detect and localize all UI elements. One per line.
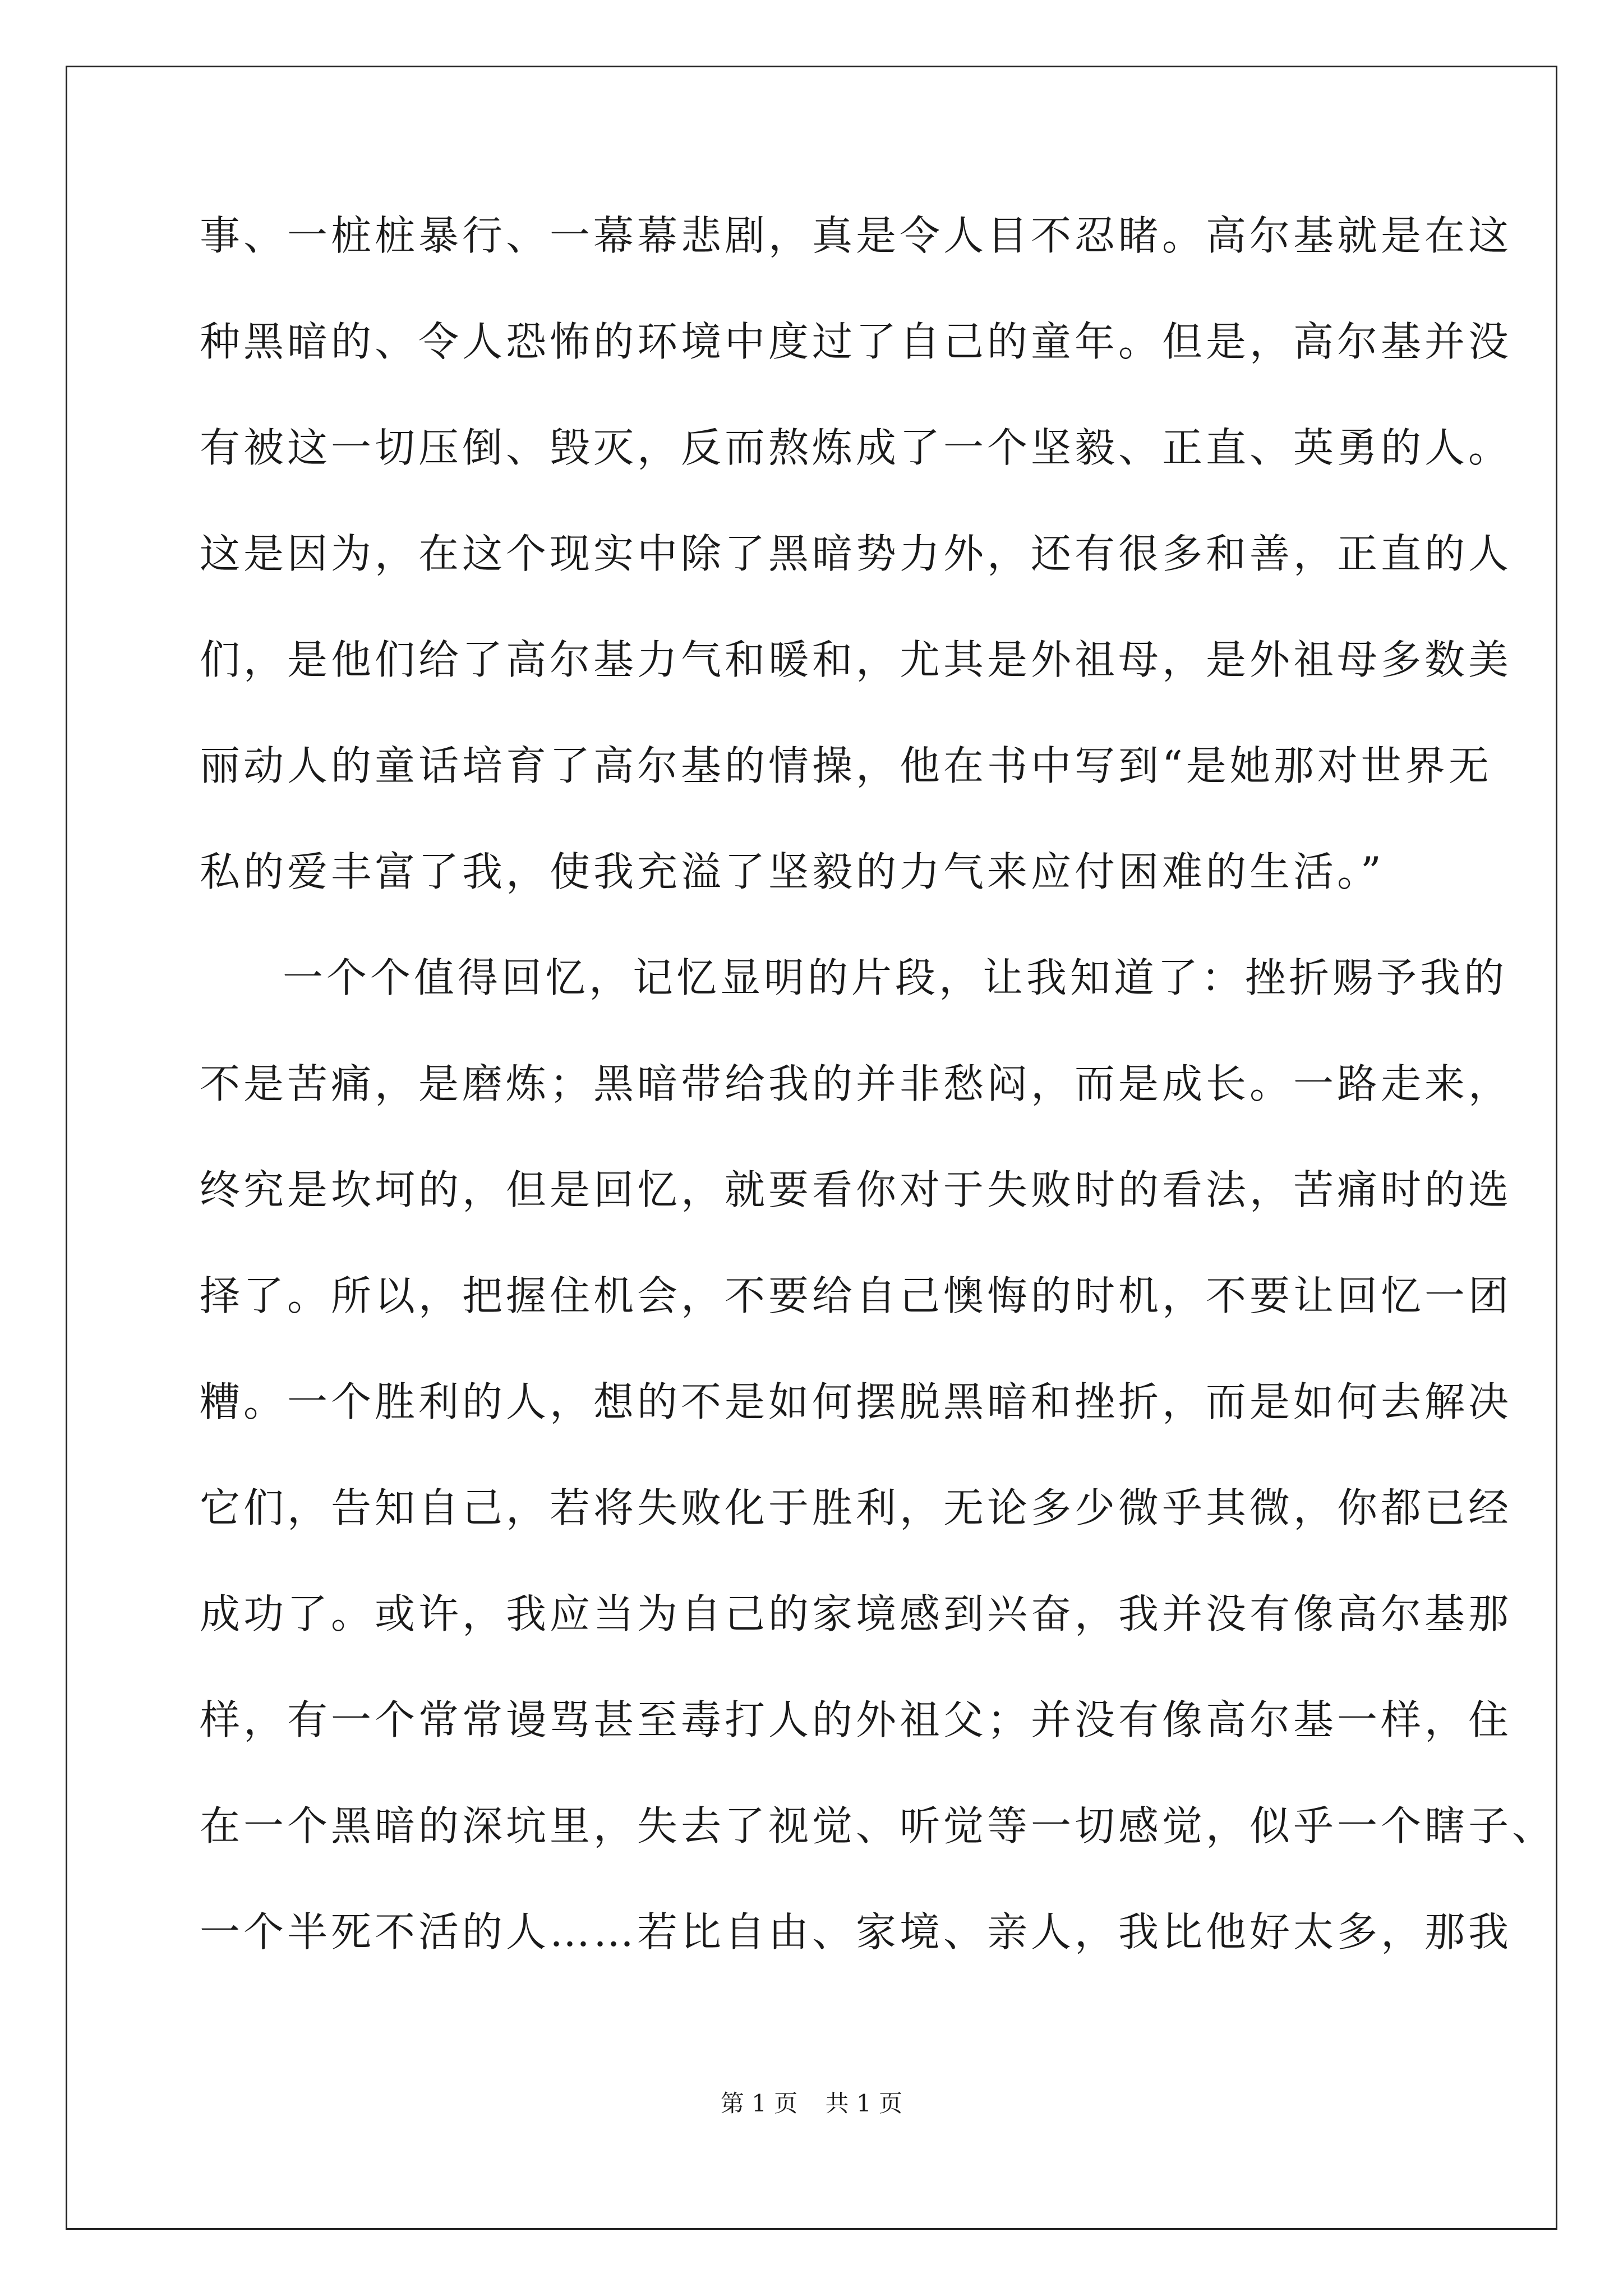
text-line-indented: 一个个值得回忆，记忆显明的片段，让我知道了：挫折赐予我的	[283, 954, 1508, 1001]
text-line: 私的爱丰富了我，使我充溢了坚毅的力气来应付困难的生活。”	[200, 848, 1385, 895]
text-line: 它们，告知自己，若将失败化于胜利，无论多少微乎其微，你都已经	[200, 1484, 1513, 1531]
text-line: 在一个黑暗的深坑里，失去了视觉、听觉等一切感觉，似乎一个瞎子、	[200, 1802, 1556, 1849]
text-line: 丽动人的童话培育了高尔基的情操，他在书中写到“是她那对世界无	[200, 742, 1492, 789]
text-line: 们，是他们给了高尔基力气和暖和，尤其是外祖母，是外祖母多数美	[200, 636, 1513, 683]
text-line: 这是因为，在这个现实中除了黑暗势力外，还有很多和善，正直的人	[200, 530, 1513, 577]
text-line: 糟。一个胜利的人，想的不是如何摆脱黑暗和挫折，而是如何去解决	[200, 1378, 1513, 1425]
text-line: 不是苦痛，是磨炼；黑暗带给我的并非愁闷，而是成长。一路走来，	[200, 1060, 1513, 1107]
text-line: 择了。所以，把握住机会，不要给自己懊悔的时机，不要让回忆一团	[200, 1272, 1513, 1319]
text-line: 终究是坎坷的，但是回忆，就要看你对于失败时的看法，苦痛时的选	[200, 1166, 1513, 1213]
text-line: 有被这一切压倒、毁灭，反而熬炼成了一个坚毅、正直、英勇的人。	[200, 424, 1513, 471]
text-line: 事、一桩桩暴行、一幕幕悲剧，真是令人目不忍睹。高尔基就是在这	[200, 212, 1513, 259]
page-number: 第 1 页	[720, 2090, 798, 2117]
text-line: 一个半死不活的人……若比自由、家境、亲人，我比他好太多，那我	[200, 1908, 1513, 1955]
text-line: 成功了。或许，我应当为自己的家境感到兴奋，我并没有像高尔基那	[200, 1590, 1513, 1637]
document-body	[200, 209, 1556, 2117]
paragraph-1	[200, 209, 1513, 951]
page-total: 共 1 页	[825, 2090, 903, 2117]
page-footer	[0, 2090, 1623, 2118]
paragraph-2	[200, 951, 1556, 2117]
text-line: 样，有一个常常谩骂甚至毒打人的外祖父；并没有像高尔基一样，住	[200, 1696, 1513, 1743]
text-line: 种黑暗的、令人恐怖的环境中度过了自己的童年。但是，高尔基并没	[200, 318, 1513, 365]
